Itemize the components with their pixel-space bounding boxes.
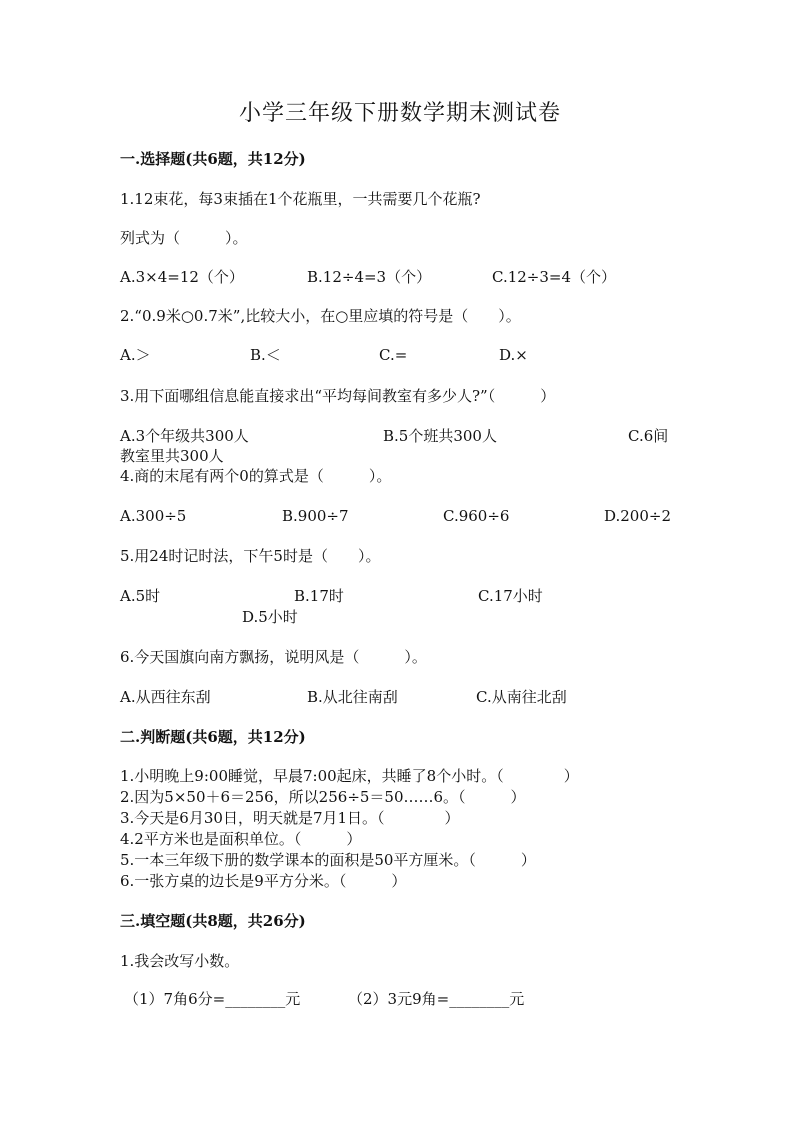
option-a: A.3个年级共300人 xyxy=(120,427,249,445)
question-stem: 1.12束花，每3束插在1个花瓶里，一共需要几个花瓶? xyxy=(120,190,481,208)
option-c: C.从南往北刮 xyxy=(476,688,567,706)
option-c: C.12÷3=4（个） xyxy=(492,268,617,286)
option-b: B.17时 xyxy=(294,587,344,605)
question-stem: 1.我会改写小数。 xyxy=(120,952,240,970)
option-c: C.17小时 xyxy=(478,587,543,605)
option-b: B.5个班共300人 xyxy=(383,427,497,445)
question-stem: 2.“0.9米○0.7米”,比较大小，在○里应填的符号是（ ）。 xyxy=(120,307,521,325)
question-stem: 6.今天国旗向南方飘扬，说明风是（ ）。 xyxy=(120,648,427,666)
judgement-item: 6.一张方桌的边长是9平方分米。（ ） xyxy=(120,872,407,890)
section-heading-judgement: 二.判断题(共6题，共12分) xyxy=(120,728,306,746)
page-title: 小学三年级下册数学期末测试卷 xyxy=(238,101,561,126)
judgement-item: 3.今天是6月30日，明天就是7月1日。（ ） xyxy=(120,809,460,827)
option-c: C.6间 xyxy=(628,427,669,445)
option-b: B.900÷7 xyxy=(282,507,349,525)
fill-blank-item: （2）3元9角=________元 xyxy=(348,990,525,1008)
question-stem: 5.用24时记时法，下午5时是（ ）。 xyxy=(120,547,381,565)
option-c: C.= xyxy=(379,346,408,364)
question-stem: 3.用下面哪组信息能直接求出“平均每间教室有多少人?”（ ） xyxy=(120,387,556,405)
judgement-item: 4.2平方米也是面积单位。（ ） xyxy=(120,830,362,848)
option-a: A.5时 xyxy=(120,587,161,605)
option-a: A.3×4=12（个） xyxy=(120,268,244,286)
option-d: D.× xyxy=(499,346,528,364)
option-c: C.960÷6 xyxy=(443,507,510,525)
option-c-continued: 教室里共300人 xyxy=(120,447,224,465)
question-extra: 列式为（ ）。 xyxy=(120,229,248,247)
option-a: A.＞ xyxy=(120,346,151,364)
option-b: B.＜ xyxy=(250,346,281,364)
option-b: B.从北往南刮 xyxy=(307,688,398,706)
option-a: A.从西往东刮 xyxy=(120,688,211,706)
option-a: A.300÷5 xyxy=(120,507,187,525)
option-d: D.200÷2 xyxy=(604,507,672,525)
judgement-item: 1.小明晚上9:00睡觉，早晨7:00起床，共睡了8个小时。（ ） xyxy=(120,767,579,785)
judgement-item: 2.因为5×50＋6＝256，所以256÷5＝50……6。（ ） xyxy=(120,788,526,806)
option-d: D.5小时 xyxy=(242,608,298,626)
question-stem: 4.商的末尾有两个0的算式是（ ）。 xyxy=(120,467,392,485)
section-heading-choice: 一.选择题(共6题，共12分) xyxy=(120,150,306,168)
fill-blank-item: （1）7角6分=________元 xyxy=(124,990,301,1008)
judgement-item: 5.一本三年级下册的数学课本的面积是50平方厘米。（ ） xyxy=(120,851,536,869)
option-b: B.12÷4=3（个） xyxy=(307,268,432,286)
section-heading-fill: 三.填空题(共8题，共26分) xyxy=(120,912,306,930)
